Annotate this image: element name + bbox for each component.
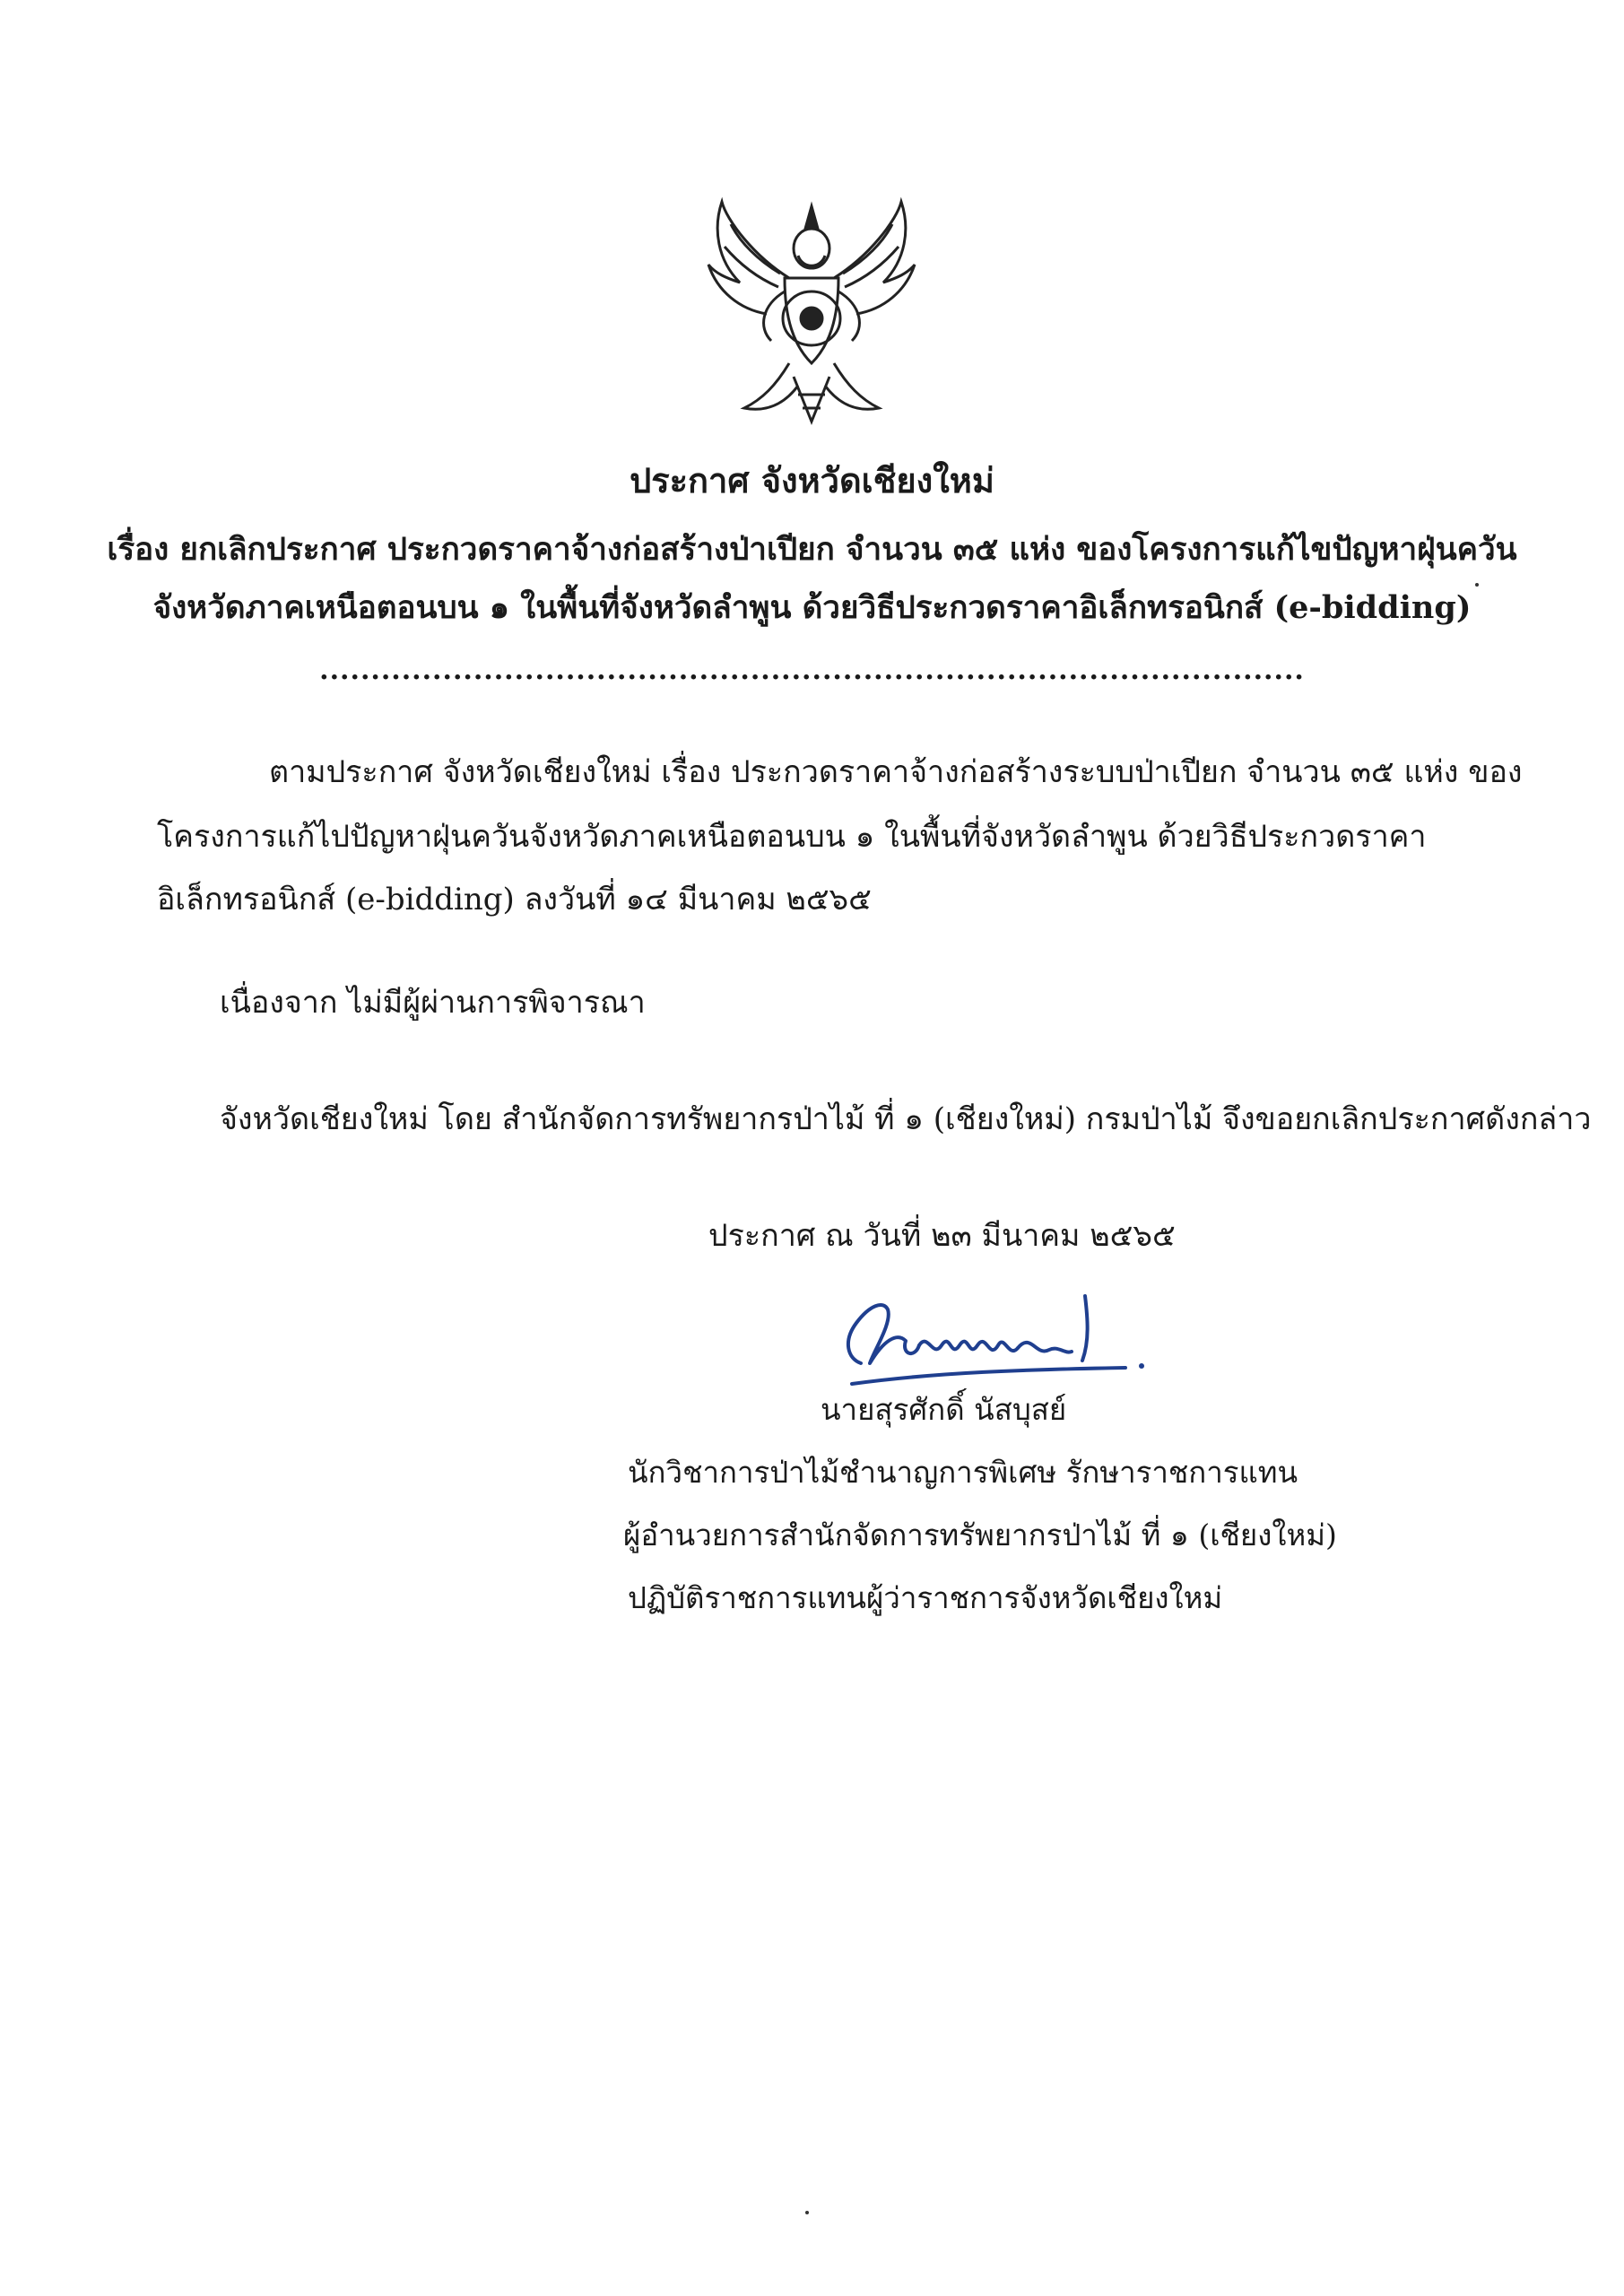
document-title: ประกาศ จังหวัดเชียงใหม่ — [630, 460, 994, 500]
separator-line: ................................................................................................ — [319, 655, 1305, 686]
announce-date: ประกาศ ณ วันที่ ๒๓ มีนาคม ๒๕๖๕ — [708, 1218, 1176, 1254]
scan-speck — [1475, 583, 1479, 587]
signer-position-3: ปฏิบัติราชการแทนผู้ว่าราชการจังหวัดเชียงใหม่ — [628, 1580, 1223, 1615]
paragraph-cancellation: จังหวัดเชียงใหม่ โดย สำนักจัดการทรัพยากรป่าไม้ ที่ ๑ (เชียงใหม่) กรมป่าไม้ จึงขอยกเลิกประกาศดังกล่าว — [220, 1101, 1592, 1137]
signer-position-2: ผู้อำนวยการสำนักจัดการทรัพยากรป่าไม้ ที่ ๑ (เชียงใหม่) — [623, 1518, 1337, 1552]
handwritten-signature — [829, 1278, 1152, 1404]
subject-line-2: จังหวัดภาคเหนือตอนบน ๑ ในพื้นที่จังหวัดลำพูน ด้วยวิธีประกวดราคาอิเล็กทรอนิกส์ (e-bidding) — [152, 589, 1472, 626]
paragraph-reason: เนื่องจาก ไม่มีผู้ผ่านการพิจารณา — [220, 985, 646, 1021]
scan-speck — [805, 2211, 809, 2214]
signer-name: นายสุรศักดิ์ นัสบุสย์ — [821, 1392, 1067, 1427]
paragraph-1-line-1: ตามประกาศ จังหวัดเชียงใหม่ เรื่อง ประกวดราคาจ้างก่อสร้างระบบป่าเปียก จำนวน ๓๕ แห่ง ของ — [269, 754, 1523, 790]
signer-position-1: นักวิชาการป่าไม้ชำนาญการพิเศษ รักษาราชการแทน — [628, 1455, 1298, 1490]
garuda-emblem-icon — [690, 193, 933, 435]
subject-line-1: เรื่อง ยกเลิกประกาศ ประกวดราคาจ้างก่อสร้างป่าเปียก จำนวน ๓๕ แห่ง ของโครงการแก้ไขปัญหาฝุ่นควัน — [107, 531, 1517, 568]
paragraph-1-line-2: โครงการแก้ไปปัญหาฝุ่นควันจังหวัดภาคเหนือตอนบน ๑ ในพื้นที่จังหวัดลำพูน ด้วยวิธีประกวดราคา — [157, 819, 1427, 855]
paragraph-1-line-3: อิเล็กทรอนิกส์ (e-bidding) ลงวันที่ ๑๔ มีนาคม ๒๕๖๕ — [157, 882, 872, 918]
